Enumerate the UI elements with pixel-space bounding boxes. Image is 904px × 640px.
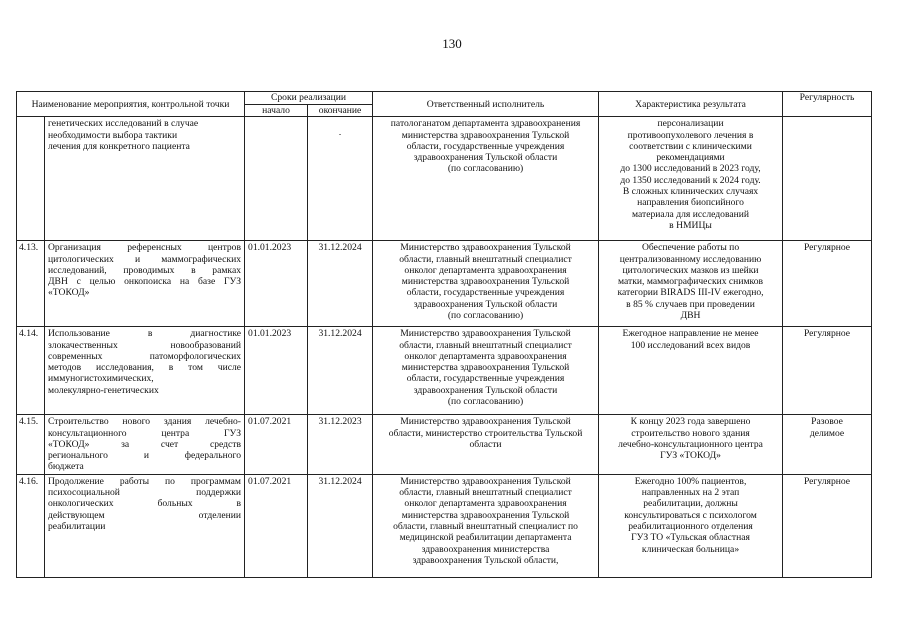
text-line: здравоохранения Тульской области, (412, 554, 559, 566)
text-line: (по согласованию) (447, 163, 524, 175)
row-number: 4.14. (17, 327, 45, 415)
activity-name (45, 415, 245, 474)
text-line: противоопухолевого лечения в (627, 129, 754, 141)
text-line: необходимости выбора тактики (48, 129, 178, 141)
activity-name (45, 241, 245, 327)
text-line: министерства здравоохранения Тульской (401, 362, 570, 374)
text-line: материала для исследований (632, 208, 750, 220)
text-line: направления биопсийного (637, 197, 744, 209)
text-line: (по согласованию) (447, 396, 524, 408)
row-number (17, 117, 45, 241)
text-line: онколог департамента здравоохранения (404, 264, 567, 276)
regularity (783, 474, 872, 577)
text-line: регионального и федерального (48, 450, 242, 462)
table-row-continued (17, 117, 872, 241)
executor (373, 474, 599, 577)
regularity (783, 327, 872, 415)
text-line: Регулярное (803, 242, 851, 254)
text-line: действующем отделении (48, 509, 242, 521)
text-line: онколог департамента здравоохранения (404, 498, 567, 510)
text-line: Министерство здравоохранения Тульской (400, 328, 571, 340)
text-line: исследований, проводимых в рамках (48, 264, 242, 276)
text-line: консультационного центра ГУЗ (48, 427, 242, 439)
text-line: Продолжение работы по программам (48, 475, 242, 487)
header-period: Сроки реализации (245, 92, 373, 105)
header-executor: Ответственный исполнитель (373, 92, 599, 117)
executor (373, 415, 599, 474)
text-line: делимое (809, 427, 845, 439)
regularity (783, 415, 872, 474)
text-line: области, главный внештатный специалист (399, 339, 572, 351)
text-line: Разовое (811, 416, 843, 428)
text-line: централизованному исследованию (619, 253, 762, 265)
text-line: области, государственные учреждения (406, 287, 565, 299)
text-line: методов исследования, в том числе (48, 362, 242, 374)
text-line: лечения для конкретного пациента (48, 140, 190, 152)
text-line: бюджета (48, 461, 84, 473)
text-line: министерства здравоохранения Тульской (401, 129, 570, 141)
text-line: Министерство здравоохранения Тульской (400, 416, 571, 428)
text-line: клиническая больница» (641, 543, 740, 555)
start-date: 01.01.2023 (245, 241, 308, 327)
end-date (308, 117, 373, 241)
text-line: категории BIRADS III-IV ежегодно, (617, 287, 764, 299)
text-line: области (469, 438, 502, 450)
text-line: в 85 % случаев при проведении (626, 298, 755, 310)
text-line: онкологических больных в (48, 498, 242, 510)
text-line: рекомендациями (656, 152, 725, 164)
text-line: соответствии с клиническими (629, 140, 752, 152)
text-line: лечебно-консультационного центра (618, 438, 763, 450)
table-row (17, 327, 872, 415)
text-line: Организация референсных центров (48, 242, 242, 254)
start-date (245, 117, 308, 241)
header-start: начало (245, 105, 308, 117)
page-number: 130 (442, 36, 462, 51)
text-line: 100 исследований всех видов (630, 339, 751, 351)
text-line: реабилитации (48, 520, 106, 532)
table-row (17, 241, 872, 327)
regularity (783, 241, 872, 327)
text-line: Ежегодно 100% пациентов, (634, 475, 747, 487)
text-line: министерства здравоохранения Тульской (401, 276, 570, 288)
text-line: министерства здравоохранения Тульской (401, 509, 570, 521)
text-line: до 1300 исследований в 2023 году, (620, 163, 761, 175)
end-date: 31.12.2024 (308, 474, 373, 577)
text-line: здравоохранения Тульской области (413, 152, 558, 164)
executor (373, 327, 599, 415)
text-line: ДВН (680, 310, 701, 322)
header-regularity: Регулярность (783, 92, 872, 117)
start-date: 01.07.2021 (245, 474, 308, 577)
text-line: ГУЗ «ТОКОД» (660, 450, 721, 462)
end-mark: - (338, 130, 342, 139)
table-row (17, 415, 872, 474)
text-line: «ТОКОД» (48, 287, 90, 299)
result (599, 415, 783, 474)
activity-name (45, 327, 245, 415)
text-line: Министерство здравоохранения Тульской (400, 242, 571, 254)
activity-name (45, 117, 245, 241)
header-end: окончание (308, 105, 373, 117)
regularity (783, 117, 872, 241)
text-line: молекулярно-генетических (48, 384, 159, 396)
text-line: в НМИЦы (669, 219, 712, 231)
row-number: 4.16. (17, 474, 45, 577)
end-date: 31.12.2024 (308, 241, 373, 327)
row-number: 4.15. (17, 415, 45, 474)
text-line: области, государственные учреждения (406, 140, 565, 152)
header-name: Наименование мероприятия, контрольной точки (17, 92, 245, 117)
row-number: 4.13. (17, 241, 45, 327)
text-line: иммуногистохимических, (48, 373, 154, 385)
text-line: К концу 2023 года завершено (630, 416, 751, 428)
text-line: до 1350 исследований к 2024 году. (620, 174, 761, 186)
text-line: «ТОКОД» за счет средств (48, 438, 242, 450)
text-line: В сложных клинических случаях (622, 186, 759, 198)
result (599, 117, 783, 241)
text-line: цитологических мазков из шейки (622, 264, 759, 276)
text-line: области, главный внештатный специалист (399, 487, 572, 499)
text-line: ДВН с целью онкопоиска на базе ГУЗ (48, 276, 242, 288)
start-date: 01.01.2023 (245, 327, 308, 415)
text-line: реабилитации, должны (643, 498, 738, 510)
text-line: направленных на 2 этап (641, 487, 740, 499)
text-line: Министерство здравоохранения Тульской (400, 475, 571, 487)
start-date: 01.07.2021 (245, 415, 308, 474)
text-line: злокачественных новообразований (48, 339, 242, 351)
text-line: психосоциальной поддержки (48, 487, 242, 499)
text-line: онколог департамента здравоохранения (404, 350, 567, 362)
activity-name (45, 474, 245, 577)
text-line: Регулярное (803, 328, 851, 340)
text-line: здравоохранения Тульской области (413, 298, 558, 310)
executor (373, 117, 599, 241)
text-line: области, государственные учреждения (406, 373, 565, 385)
text-line: (по согласованию) (447, 310, 524, 322)
end-date: 31.12.2023 (308, 415, 373, 474)
text-line: ГУЗ ТО «Тульская областная (631, 532, 750, 544)
table-row (17, 474, 872, 577)
result (599, 474, 783, 577)
text-line: области, главный внештатный специалист (399, 253, 572, 265)
text-line: персонализации (657, 118, 724, 130)
text-line: Ежегодное направление не менее (622, 328, 759, 340)
activities-table (16, 91, 872, 578)
text-line: патологанатом департамента здравоохранения (390, 118, 581, 130)
result (599, 327, 783, 415)
end-date: 31.12.2024 (308, 327, 373, 415)
text-line: Строительство нового здания лечебно- (48, 416, 242, 428)
text-line: цитологических и маммографических (48, 253, 242, 265)
text-line: Использование в диагностике (48, 328, 242, 340)
text-line: реабилитационного отделения (628, 520, 753, 532)
text-line: матки, маммографических снимков (618, 276, 764, 288)
text-line: Регулярное (803, 475, 851, 487)
text-line: консультироваться с психологом (624, 509, 757, 521)
text-line: строительство нового здания (631, 427, 750, 439)
text-line: Обеспечение работы по (641, 242, 740, 254)
text-line: области, министерство строительства Тульской (388, 427, 583, 439)
text-line: современных патоморфологических (48, 350, 242, 362)
text-line: здравоохранения министерства (421, 543, 550, 555)
text-line: медицинской реабилитации департамента (399, 532, 572, 544)
text-line: области, главный внештатный специалист по (393, 520, 578, 532)
executor (373, 241, 599, 327)
result (599, 241, 783, 327)
text-line: генетических исследований в случае (48, 118, 199, 130)
header-result: Характеристика результата (599, 92, 783, 117)
text-line: здравоохранения Тульской области (413, 384, 558, 396)
